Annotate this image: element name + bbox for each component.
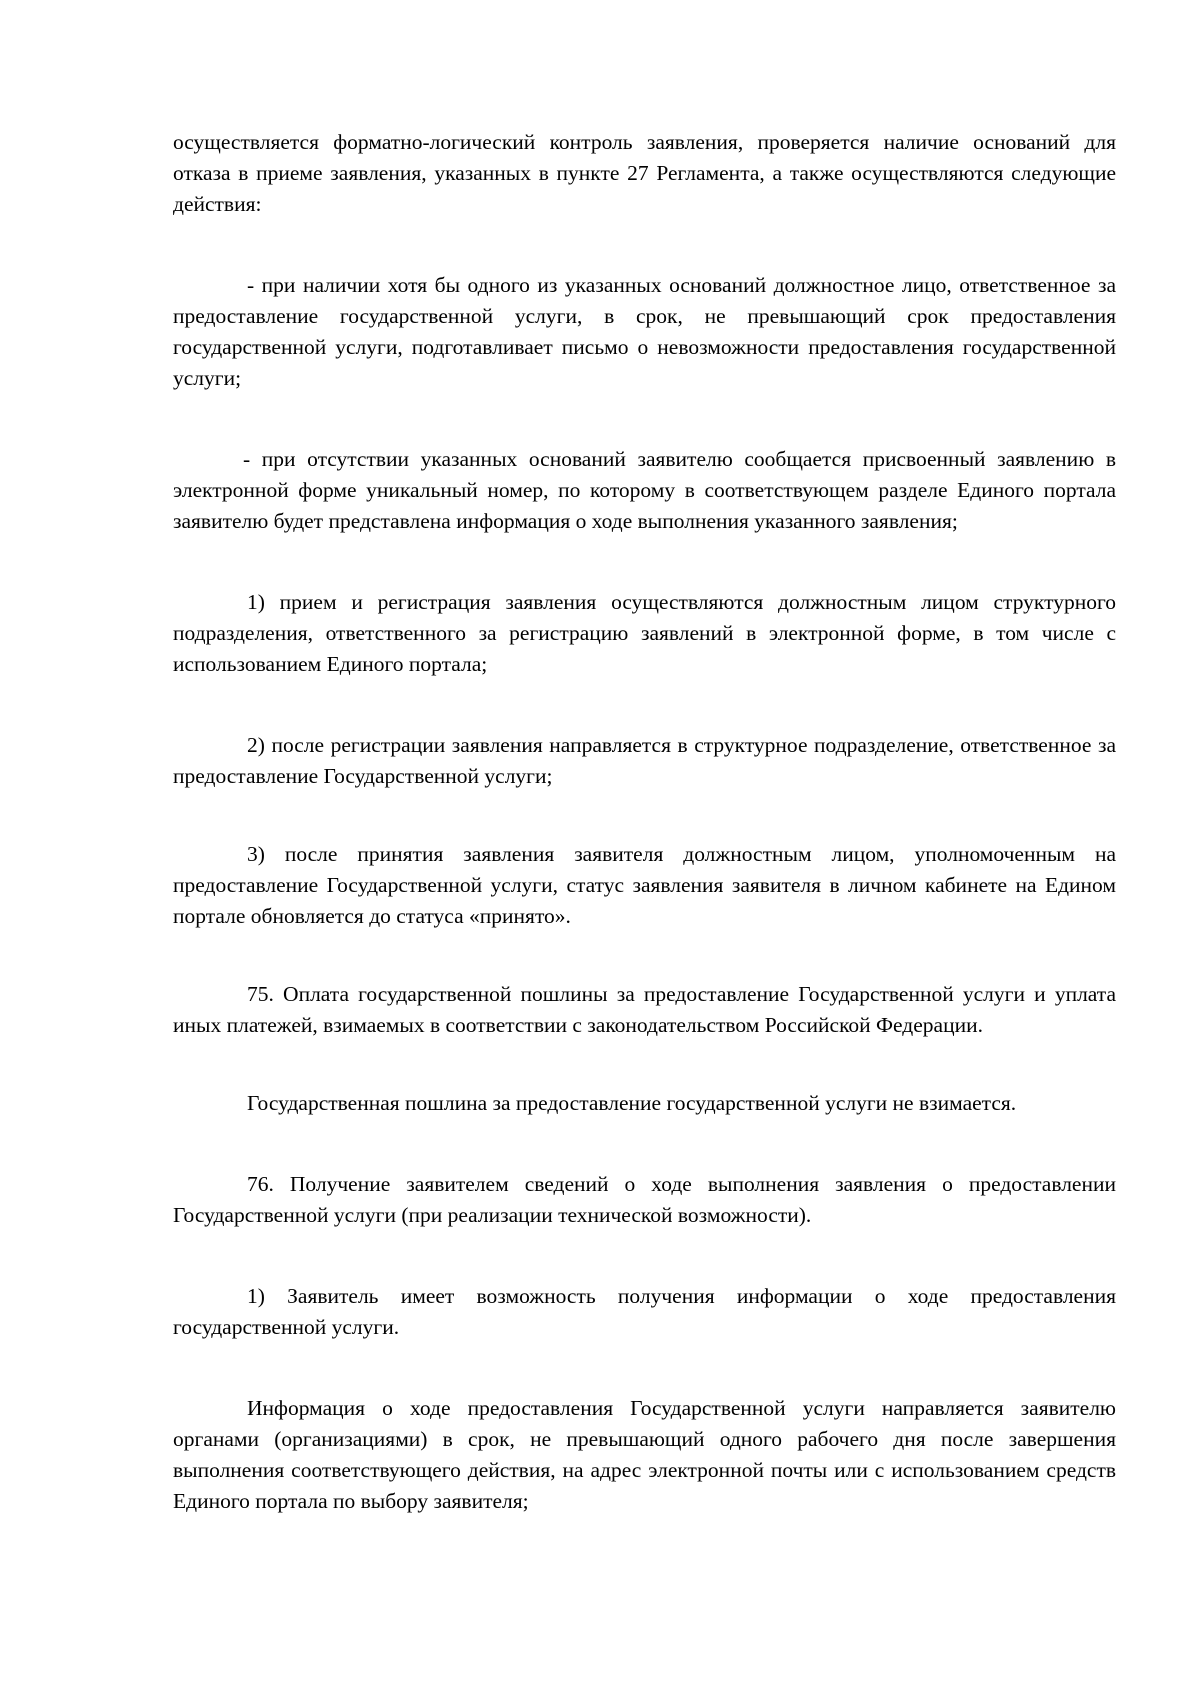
paragraph-progress-delivery: Информация о ходе предоставления Государственной услуги направляется заявителю органами (организациями) в срок, не превышающий одного рабочего дня после завершения выполнения соответствующего действия, на адрес электронной почты или с использованием средств Единого портала по выбору заявителя; (173, 1396, 1116, 1513)
paragraph-item-3-status-update: 3) после принятия заявления заявителя должностным лицом, уполномоченным на предоставление Государственной услуги, статус заявления заявителя в личном кабинете на Едином портале обновляется до статуса «принято». (173, 842, 1116, 928)
paragraph-fee-not-charged: Государственная пошлина за предоставление государственной услуги не взимается. (247, 1091, 1017, 1115)
document-body (173, 127, 1116, 1517)
paragraph-progress-item-1: 1) Заявитель имеет возможность получения информации о ходе предоставления государственной услуги. (173, 1284, 1116, 1339)
paragraph-section-75-fee: 75. Оплата государственной пошлины за предоставление Государственной услуги и уплата иных платежей, взимаемых в соответствии с законодательством Российской Федерации. (173, 982, 1116, 1037)
paragraph-section-76-progress: 76. Получение заявителем сведений о ходе выполнения заявления о предоставлении Государственной услуги (при реализации технической возможности). (173, 1172, 1116, 1227)
paragraph-refusal-grounds-present: - при наличии хотя бы одного из указанных оснований должностное лицо, ответственное за предоставление государственной услуги, в срок, не превышающий срок предоставления государственной услуги, подготавливает письмо о невозможности предоставления государственной услуги; (173, 273, 1116, 390)
paragraph-item-1-registration: 1) прием и регистрация заявления осуществляются должностным лицом структурного подразделения, ответственного за регистрацию заявлений в электронной форме, в том числе с использованием Единого портала; (173, 590, 1116, 676)
paragraph-refusal-grounds-absent: - при отсутствии указанных оснований заявителю сообщается присвоенный заявлению в электронной форме уникальный номер, по которому в соответствующем разделе Единого портала заявителю будет представлена информация о ходе выполнения указанного заявления; (173, 447, 1116, 533)
paragraph-item-2-routing: 2) после регистрации заявления направляется в структурное подразделение, ответственное за предоставление Государственной услуги; (173, 733, 1116, 788)
paragraph-validation-intro: осуществляется форматно-логический контроль заявления, проверяется наличие оснований для отказа в приеме заявления, указанных в пункте 27 Регламента, а также осуществляются следующие действия: (173, 130, 1116, 216)
